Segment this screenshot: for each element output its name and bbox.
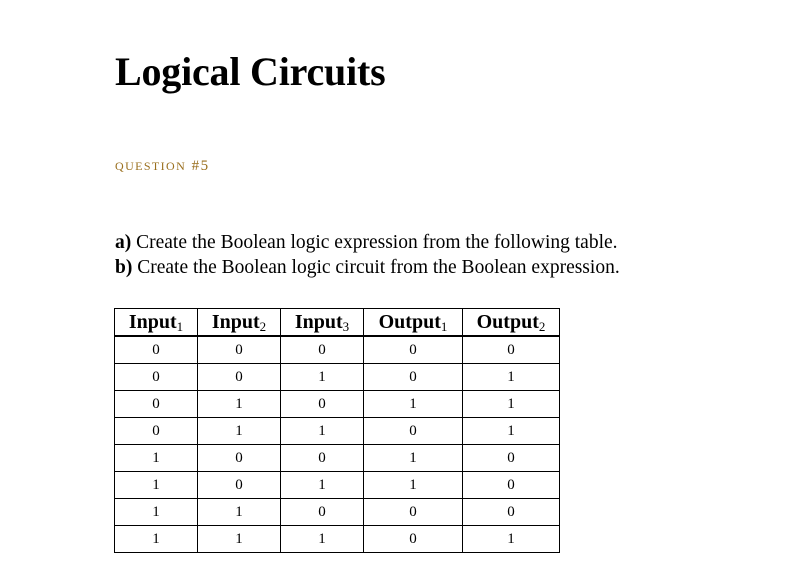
table-cell: 1 <box>463 391 560 418</box>
table-cell: 0 <box>463 499 560 526</box>
header-input-2 <box>198 309 281 337</box>
header-subscript: 3 <box>342 318 350 334</box>
table-row <box>115 364 560 391</box>
header-label: Input <box>128 310 177 333</box>
table-cell: 0 <box>198 336 281 364</box>
table-cell: 1 <box>281 472 364 499</box>
table-cell: 1 <box>364 391 463 418</box>
question-number: #5 <box>191 158 210 174</box>
table-cell: 0 <box>463 336 560 364</box>
table-cell: 1 <box>463 364 560 391</box>
table-cell: 0 <box>364 526 463 553</box>
table-cell: 1 <box>364 472 463 499</box>
header-input-1 <box>115 309 198 337</box>
instruction-b <box>115 255 620 280</box>
table-cell: 1 <box>115 472 198 499</box>
table-cell: 1 <box>198 499 281 526</box>
table-cell: 0 <box>115 336 198 364</box>
table-row <box>115 336 560 364</box>
table-cell: 0 <box>364 364 463 391</box>
question-label <box>115 155 210 175</box>
table-cell: 1 <box>463 418 560 445</box>
table-cell: 0 <box>281 499 364 526</box>
header-output-2 <box>463 309 560 337</box>
table-cell: 0 <box>115 418 198 445</box>
header-output-1 <box>364 309 463 337</box>
table-row <box>115 499 560 526</box>
table-row <box>115 391 560 418</box>
header-label: Output <box>378 310 441 333</box>
table-row <box>115 472 560 499</box>
instruction-a <box>115 230 620 255</box>
header-label: Input <box>294 310 343 333</box>
table-row <box>115 526 560 553</box>
instruction-a-prefix: a) <box>115 232 132 253</box>
table-cell: 0 <box>463 472 560 499</box>
table-cell: 1 <box>198 526 281 553</box>
question-instructions <box>115 230 620 280</box>
header-subscript: 1 <box>176 318 184 334</box>
table-cell: 1 <box>115 526 198 553</box>
truth-table <box>114 308 560 553</box>
table-row <box>115 445 560 472</box>
table-cell: 0 <box>364 418 463 445</box>
header-subscript: 2 <box>538 318 546 334</box>
header-subscript: 1 <box>440 318 448 334</box>
instruction-b-prefix: b) <box>115 257 133 278</box>
table-cell: 1 <box>198 418 281 445</box>
table-row <box>115 418 560 445</box>
table-cell: 1 <box>281 418 364 445</box>
table-cell: 0 <box>115 364 198 391</box>
table-cell: 0 <box>463 445 560 472</box>
table-cell: 0 <box>281 336 364 364</box>
table-cell: 0 <box>115 391 198 418</box>
table-cell: 1 <box>115 499 198 526</box>
header-input-3 <box>281 309 364 337</box>
header-label: Output <box>476 310 539 333</box>
table-cell: 1 <box>364 445 463 472</box>
header-subscript: 2 <box>259 318 267 334</box>
table-cell: 1 <box>281 526 364 553</box>
table-cell: 0 <box>198 364 281 391</box>
table-cell: 0 <box>198 472 281 499</box>
truth-table-header-row <box>115 309 560 337</box>
question-word: question <box>115 155 187 174</box>
page-title: Logical Circuits <box>115 49 386 94</box>
instruction-b-text: Create the Boolean logic circuit from the Boolean expression. <box>137 257 620 278</box>
table-cell: 1 <box>115 445 198 472</box>
table-cell: 0 <box>281 445 364 472</box>
table-cell: 0 <box>364 336 463 364</box>
header-label: Input <box>211 310 260 333</box>
table-cell: 1 <box>463 526 560 553</box>
table-cell: 1 <box>198 391 281 418</box>
table-cell: 0 <box>198 445 281 472</box>
table-cell: 0 <box>364 499 463 526</box>
table-cell: 0 <box>281 391 364 418</box>
instruction-a-text: Create the Boolean logic expression from the following table. <box>136 232 618 253</box>
table-cell: 1 <box>281 364 364 391</box>
